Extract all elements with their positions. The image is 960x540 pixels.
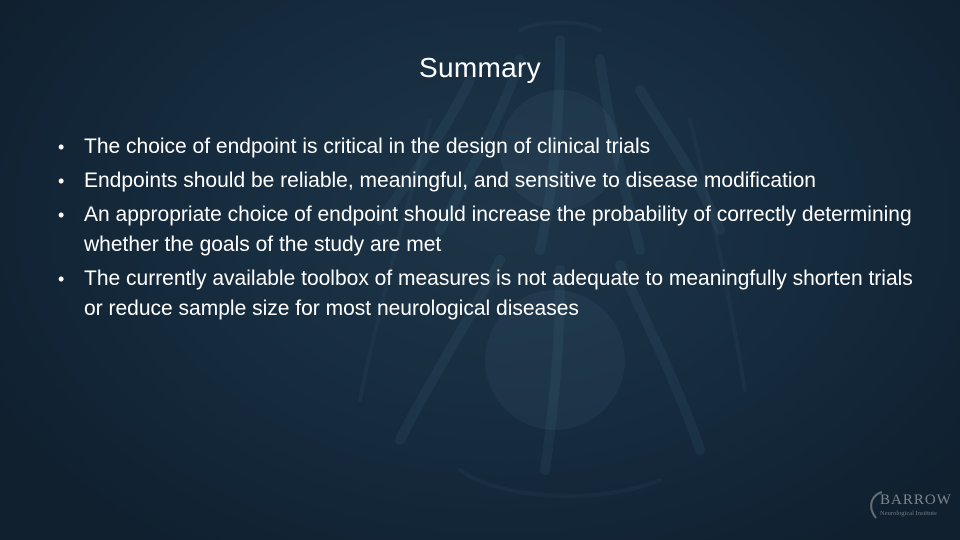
bullet-item [58,200,918,260]
bullet-marker: • [58,269,65,289]
logo-name: BARROW [880,492,952,508]
bullet-text: Endpoints should be reliable, meaningful, and sensitive to disease modification [84,169,816,192]
bullet-item [58,264,918,324]
bullet-text: An appropriate choice of endpoint should increase the probability of correctly determining whether the goals of the study are met [84,203,912,256]
bullet-item [58,132,918,162]
bullet-text: The choice of endpoint is critical in the design of clinical trials [84,135,651,158]
bullet-list [58,132,918,328]
bullet-marker: • [58,171,65,191]
bullet-item [58,166,918,196]
logo-subtitle: Neurological Institute [880,510,937,517]
barrow-logo [866,492,956,532]
slide-title: Summary [419,52,541,83]
bullet-marker: • [58,205,65,225]
bullet-text: The currently available toolbox of measures is not adequate to meaningfully shorten trials or reduce sample size for most neurological diseases [84,267,913,320]
bullet-marker: • [58,137,65,157]
